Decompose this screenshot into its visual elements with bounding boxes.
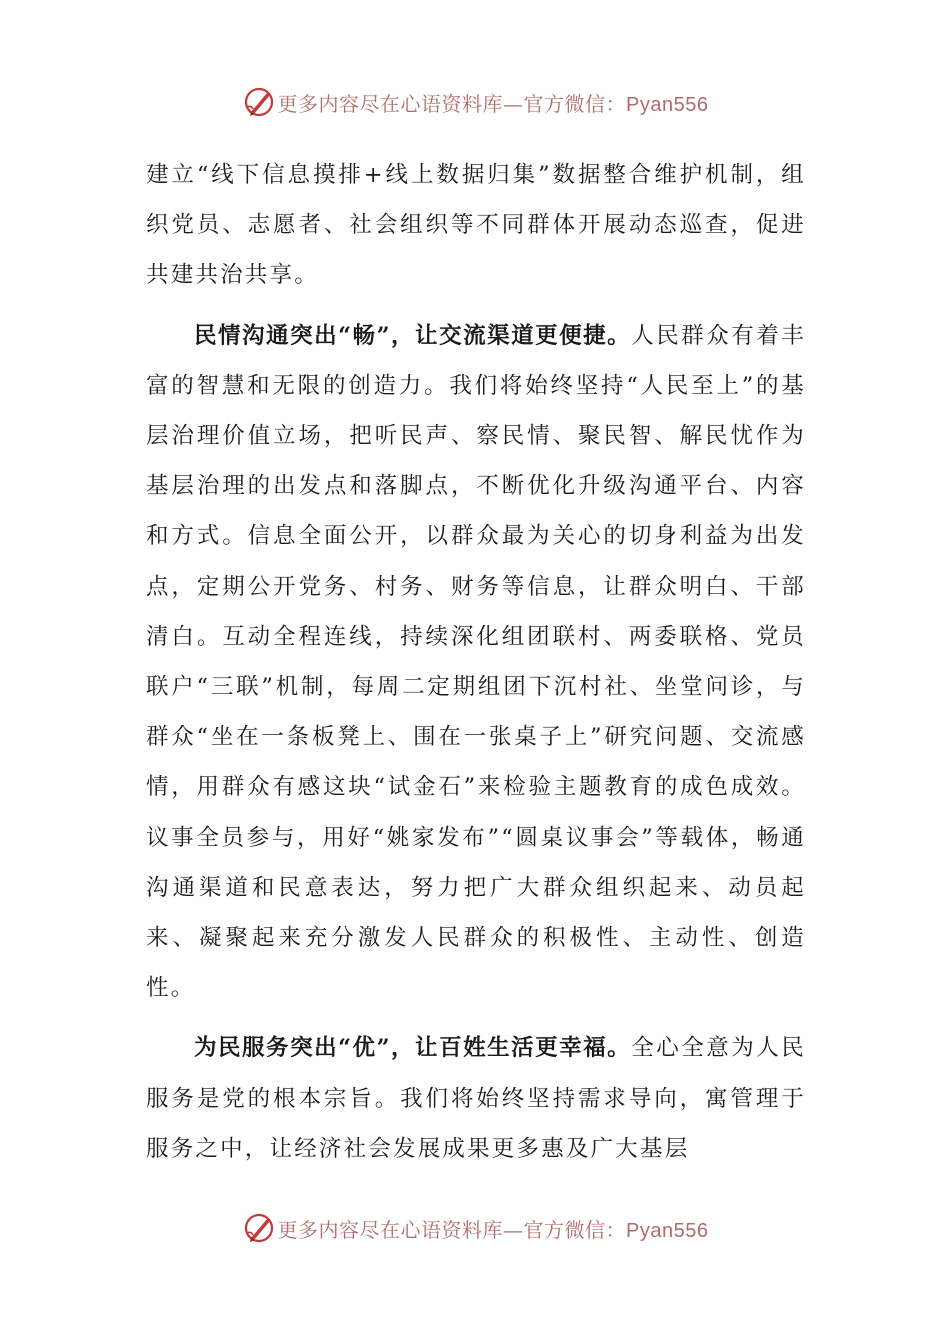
header-wechat-id: Pyan556 [626, 93, 709, 116]
footer-banner-label: 更多内容尽在心语资料库—官方微信： [277, 1217, 627, 1242]
header-banner-label: 更多内容尽在心语资料库—官方微信： [277, 91, 627, 116]
footer-banner [0, 1208, 950, 1248]
paragraph-1-text: 建立“线下信息摸排+线上数据归集”数据整合维护机制，组织党员、志愿者、社会组织等不同群体开展动态巡查，促进共建共治共享。 [146, 162, 806, 289]
footer-wechat-id: Pyan556 [626, 1219, 709, 1242]
header-banner [0, 82, 950, 122]
paragraph-1 [146, 150, 806, 301]
paragraph-3 [146, 1023, 806, 1174]
paragraph-3-lead: 为民服务突出“优”，让百姓生活更幸福。 [194, 1035, 632, 1062]
document-body [146, 150, 806, 1174]
pen-logo-icon [242, 1211, 276, 1245]
paragraph-3-text: 全心全意为人民服务是党的根本宗旨。我们将始终坚持需求导向，寓管理于服务之中，让经济社会发展成果更多惠及广大基层 [146, 1035, 807, 1162]
footer-banner-text [278, 1214, 709, 1243]
pen-logo-icon [242, 85, 276, 119]
header-banner-text [278, 88, 709, 117]
paragraph-2-text: 人民群众有着丰富的智慧和无限的创造力。我们将始终坚持“人民至上”的基层治理价值立场，把听民声、察民情、聚民智、解民忧作为基层治理的出发点和落脚点，不断优化升级沟通平台、内容和方式。信息全面公开，以群众最为关心的切身利益为出发点，定期公开党务、村务、财务等信息，让群众明白、干部清白。互动全程连线，持续深化组团联村、两委联格、党员联户“三联”机制，每周二定期组团下沉村社、坐堂问诊，与群众“坐在一条板凳上、围在一张桌子上”研究问题、交流感情，用群众有感这块“试金石”来检验主题教育的成色成效。议事全员参与，用好“姚家发布”“圆桌议事会”等载体，畅通沟通渠道和民意表达，努力把广大群众组织起来、动员起来、凝聚起来充分激发人民群众的积极性、主动性、创造性。 [146, 322, 807, 1002]
paragraph-2 [146, 311, 806, 1014]
paragraph-2-lead: 民情沟通突出“畅”，让交流渠道更便捷。 [194, 322, 632, 349]
